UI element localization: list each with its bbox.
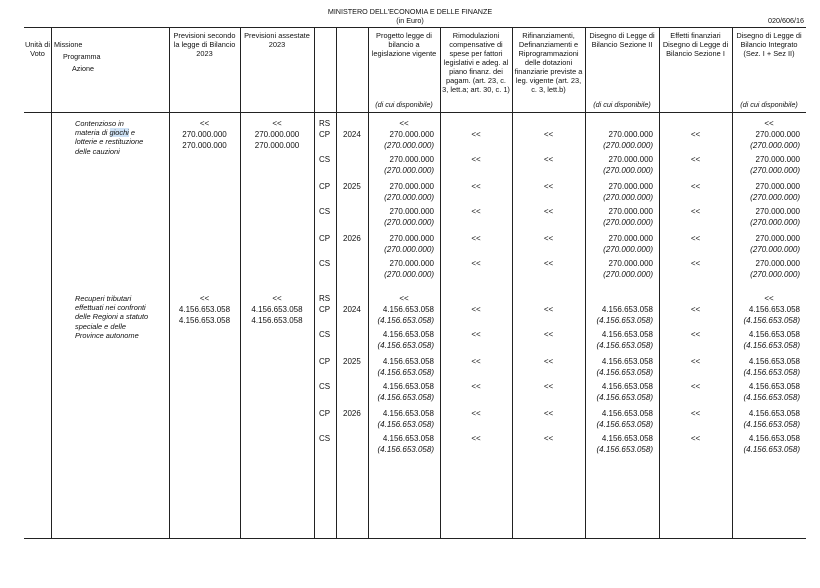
rifinanziamenti-value: <<: [543, 409, 554, 418]
table-top-border: [24, 27, 806, 28]
header-rimodulazioni: Rimodulazioni compensative di spese per fattori legislativi e adeg. al piano finanz. dei pagam. (art. 23, c. 3, lett.a; art. 30, c. 1): [442, 31, 510, 94]
integrato-value: 270.000.000: [755, 234, 800, 243]
progetto-disponibile: (4.156.653.058): [377, 316, 434, 325]
label-cs: CS: [319, 330, 331, 339]
label-cs: CS: [319, 382, 331, 391]
col-divider: [240, 27, 241, 538]
prev-cs: 4.156.653.058: [178, 316, 231, 325]
header-previsioni-assestate: Previsioni assestate 2023: [244, 31, 310, 49]
header-progetto-legge: Progetto legge di bilancio a legislazione vigente: [371, 31, 437, 58]
disegno-value: 270.000.000: [608, 207, 653, 216]
disegno-value: 4.156.653.058: [601, 409, 653, 418]
rimodulazioni-value: <<: [471, 305, 481, 314]
disegno-disponibile: (270.000.000): [603, 166, 653, 175]
rimodulazioni-value: <<: [471, 207, 481, 216]
label-cs: CS: [319, 207, 331, 216]
integrato-value: 4.156.653.058: [748, 305, 800, 314]
integrato-disponibile: (270.000.000): [750, 141, 800, 150]
rifinanziamenti-value: <<: [543, 382, 554, 391]
integrato-value: 4.156.653.058: [748, 357, 800, 366]
disegno-disponibile: (270.000.000): [603, 270, 653, 279]
effetti-value: <<: [690, 409, 701, 418]
progetto-disponibile: (270.000.000): [384, 141, 434, 150]
col-divider: [314, 27, 315, 538]
effetti-value: <<: [690, 305, 701, 314]
integrato-disponibile: (4.156.653.058): [743, 341, 800, 350]
col-divider: [512, 27, 513, 538]
header-di-cui-disponibile: (di cui disponibile): [593, 100, 651, 109]
progetto-disponibile: (4.156.653.058): [377, 420, 434, 429]
disegno-value: 4.156.653.058: [601, 357, 653, 366]
rifinanziamenti-value: <<: [543, 330, 554, 339]
progetto-disponibile: (270.000.000): [384, 270, 434, 279]
header-previsioni-legge: Previsioni secondo la legge di Bilancio 2023: [173, 31, 236, 58]
rimodulazioni-value: <<: [471, 182, 481, 191]
integrato-disponibile: (270.000.000): [750, 270, 800, 279]
integrato-value: 4.156.653.058: [748, 382, 800, 391]
progetto-value: 270.000.000: [389, 182, 434, 191]
label-cs: CS: [319, 259, 331, 268]
integrato-value: 270.000.000: [755, 207, 800, 216]
col-divider: [51, 27, 52, 538]
progetto-value: 4.156.653.058: [382, 382, 434, 391]
effetti-value: <<: [690, 259, 701, 268]
rifinanziamenti-value: <<: [543, 434, 554, 443]
document-code: 020/606/16: [768, 16, 804, 25]
col-divider: [732, 27, 733, 538]
ass-cs: 270.000.000: [254, 141, 300, 150]
rimodulazioni-value: <<: [471, 234, 481, 243]
rimodulazioni-value: <<: [471, 357, 481, 366]
integrato-disponibile: (4.156.653.058): [743, 316, 800, 325]
ass-rs: <<: [272, 119, 282, 128]
header-effetti-sez-i: Effetti finanziari Disegno di Legge di Bilancio Sezione I: [662, 31, 729, 58]
disegno-value: 4.156.653.058: [601, 434, 653, 443]
progetto-disponibile: (270.000.000): [384, 166, 434, 175]
effetti-value: <<: [690, 357, 701, 366]
disegno-disponibile: (270.000.000): [603, 141, 653, 150]
disegno-value: 270.000.000: [608, 259, 653, 268]
year-label: 2025: [343, 357, 361, 366]
integrato-value: 4.156.653.058: [748, 434, 800, 443]
rifinanziamenti-value: <<: [543, 182, 554, 191]
effetti-value: <<: [690, 330, 701, 339]
col-divider: [368, 27, 369, 538]
prev-rs: <<: [199, 294, 210, 303]
disegno-disponibile: (4.156.653.058): [596, 445, 653, 454]
prev-cp: 4.156.653.058: [178, 305, 231, 314]
progetto-disponibile: (4.156.653.058): [377, 368, 434, 377]
label-cp: CP: [319, 182, 331, 191]
progetto-value: 270.000.000: [389, 155, 434, 164]
rimodulazioni-value: <<: [471, 382, 481, 391]
progetto-rs: <<: [399, 119, 409, 128]
header-rifinanziamenti: Rifinanziamenti, Definanziamenti e Riprogrammazioni delle dotazioni finanziarie previste a leg. vigente (art. 23, c. 3, lett.b): [514, 31, 583, 94]
label-cp: CP: [319, 409, 331, 418]
integrato-disponibile: (4.156.653.058): [743, 368, 800, 377]
rifinanziamenti-value: <<: [543, 259, 554, 268]
integrato-disponibile: (4.156.653.058): [743, 445, 800, 454]
col-divider: [336, 27, 337, 538]
label-rs: RS: [319, 294, 331, 303]
integrato-value: 270.000.000: [755, 130, 800, 139]
progetto-disponibile: (270.000.000): [384, 193, 434, 202]
year-label: 2025: [343, 182, 361, 191]
integrato-rs: <<: [764, 294, 774, 303]
header-di-cui-disponibile: (di cui disponibile): [375, 100, 433, 109]
rifinanziamenti-value: <<: [543, 155, 554, 164]
disegno-value: 4.156.653.058: [601, 382, 653, 391]
year-label: 2024: [343, 305, 361, 314]
integrato-value: 270.000.000: [755, 155, 800, 164]
integrato-value: 4.156.653.058: [748, 330, 800, 339]
progetto-value: 4.156.653.058: [382, 305, 434, 314]
effetti-value: <<: [690, 234, 701, 243]
label-cs: CS: [319, 155, 331, 164]
integrato-rs: <<: [764, 119, 774, 128]
label-cp: CP: [319, 305, 331, 314]
ass-cp: 270.000.000: [254, 130, 300, 139]
disegno-value: 270.000.000: [608, 234, 653, 243]
disegno-disponibile: (4.156.653.058): [596, 316, 653, 325]
currency-unit: (in Euro): [396, 16, 424, 25]
col-divider: [169, 27, 170, 538]
label-cp: CP: [319, 130, 331, 139]
integrato-disponibile: (270.000.000): [750, 218, 800, 227]
header-programma: Programma: [63, 52, 101, 61]
rifinanziamenti-value: <<: [543, 357, 554, 366]
rifinanziamenti-value: <<: [543, 234, 554, 243]
col-divider: [659, 27, 660, 538]
progetto-disponibile: (4.156.653.058): [377, 445, 434, 454]
effetti-value: <<: [690, 207, 701, 216]
rimodulazioni-value: <<: [471, 155, 481, 164]
header-disegno-sez-ii: Disegno di Legge di Bilancio Sezione II: [589, 31, 655, 49]
col-divider: [440, 27, 441, 538]
progetto-value: 4.156.653.058: [382, 434, 434, 443]
disegno-value: 4.156.653.058: [601, 330, 653, 339]
prev-cp: 270.000.000: [182, 130, 227, 139]
rimodulazioni-value: <<: [471, 409, 481, 418]
progetto-value: 4.156.653.058: [382, 357, 434, 366]
progetto-disponibile: (4.156.653.058): [377, 341, 434, 350]
progetto-value: 270.000.000: [389, 234, 434, 243]
disegno-disponibile: (4.156.653.058): [596, 393, 653, 402]
prev-rs: <<: [199, 119, 210, 128]
label-cp: CP: [319, 357, 331, 366]
year-label: 2024: [343, 130, 361, 139]
label-cp: CP: [319, 234, 331, 243]
label-rs: RS: [319, 119, 331, 128]
rimodulazioni-value: <<: [471, 259, 481, 268]
disegno-disponibile: (270.000.000): [603, 245, 653, 254]
ass-rs: <<: [272, 294, 282, 303]
effetti-value: <<: [690, 130, 701, 139]
progetto-disponibile: (270.000.000): [384, 218, 434, 227]
rimodulazioni-value: <<: [471, 330, 481, 339]
progetto-disponibile: (4.156.653.058): [377, 393, 434, 402]
rimodulazioni-value: <<: [471, 130, 481, 139]
integrato-value: 270.000.000: [755, 182, 800, 191]
disegno-value: 270.000.000: [608, 155, 653, 164]
integrato-value: 270.000.000: [755, 259, 800, 268]
effetti-value: <<: [690, 155, 701, 164]
rifinanziamenti-value: <<: [543, 305, 554, 314]
progetto-value: 4.156.653.058: [382, 330, 434, 339]
header-integrato: Disegno di Legge di Bilancio Integrato (Sez. I + Sez II): [736, 31, 802, 58]
rifinanziamenti-value: <<: [543, 130, 554, 139]
effetti-value: <<: [690, 382, 701, 391]
integrato-disponibile: (270.000.000): [750, 245, 800, 254]
progetto-value: 270.000.000: [389, 207, 434, 216]
progetto-rs: <<: [399, 294, 409, 303]
header-azione: Azione: [72, 64, 94, 73]
prev-cs: 270.000.000: [182, 141, 227, 150]
integrato-disponibile: (270.000.000): [750, 166, 800, 175]
rifinanziamenti-value: <<: [543, 207, 554, 216]
table-bottom-border: [24, 538, 806, 539]
disegno-disponibile: (4.156.653.058): [596, 420, 653, 429]
progetto-value: 270.000.000: [389, 259, 434, 268]
disegno-disponibile: (270.000.000): [603, 218, 653, 227]
azione-title-contenzioso: Contenzioso in materia di giochi e lotterie e restituzione delle cauzioni: [75, 119, 144, 156]
year-label: 2026: [343, 234, 361, 243]
effetti-value: <<: [690, 182, 701, 191]
azione-title-recuperi: Recuperi tributari effettuati nei confronti delle Regioni a statuto speciale e delle Province autonome: [75, 294, 149, 340]
year-label: 2026: [343, 409, 361, 418]
disegno-disponibile: (4.156.653.058): [596, 368, 653, 377]
rimodulazioni-value: <<: [471, 434, 481, 443]
header-missione: Missione: [54, 40, 83, 49]
effetti-value: <<: [690, 434, 701, 443]
disegno-value: 270.000.000: [608, 182, 653, 191]
header-bottom-border: [24, 112, 806, 113]
col-divider: [585, 27, 586, 538]
progetto-value: 4.156.653.058: [382, 409, 434, 418]
progetto-value: 270.000.000: [389, 130, 434, 139]
label-cs: CS: [319, 434, 331, 443]
disegno-value: 270.000.000: [608, 130, 653, 139]
disegno-disponibile: (4.156.653.058): [596, 341, 653, 350]
integrato-disponibile: (4.156.653.058): [743, 420, 800, 429]
integrato-disponibile: (4.156.653.058): [743, 393, 800, 402]
integrato-disponibile: (270.000.000): [750, 193, 800, 202]
header-unita-di-voto: Unità di Voto: [24, 40, 51, 58]
ass-cs: 4.156.653.058: [251, 316, 303, 325]
integrato-value: 4.156.653.058: [748, 409, 800, 418]
progetto-disponibile: (270.000.000): [384, 245, 434, 254]
header-di-cui-disponibile: (di cui disponibile): [740, 100, 798, 109]
disegno-value: 4.156.653.058: [601, 305, 653, 314]
ass-cp: 4.156.653.058: [251, 305, 303, 314]
ministry-title: MINISTERO DELL'ECONOMIA E DELLE FINANZE: [327, 7, 493, 16]
disegno-disponibile: (270.000.000): [603, 193, 653, 202]
